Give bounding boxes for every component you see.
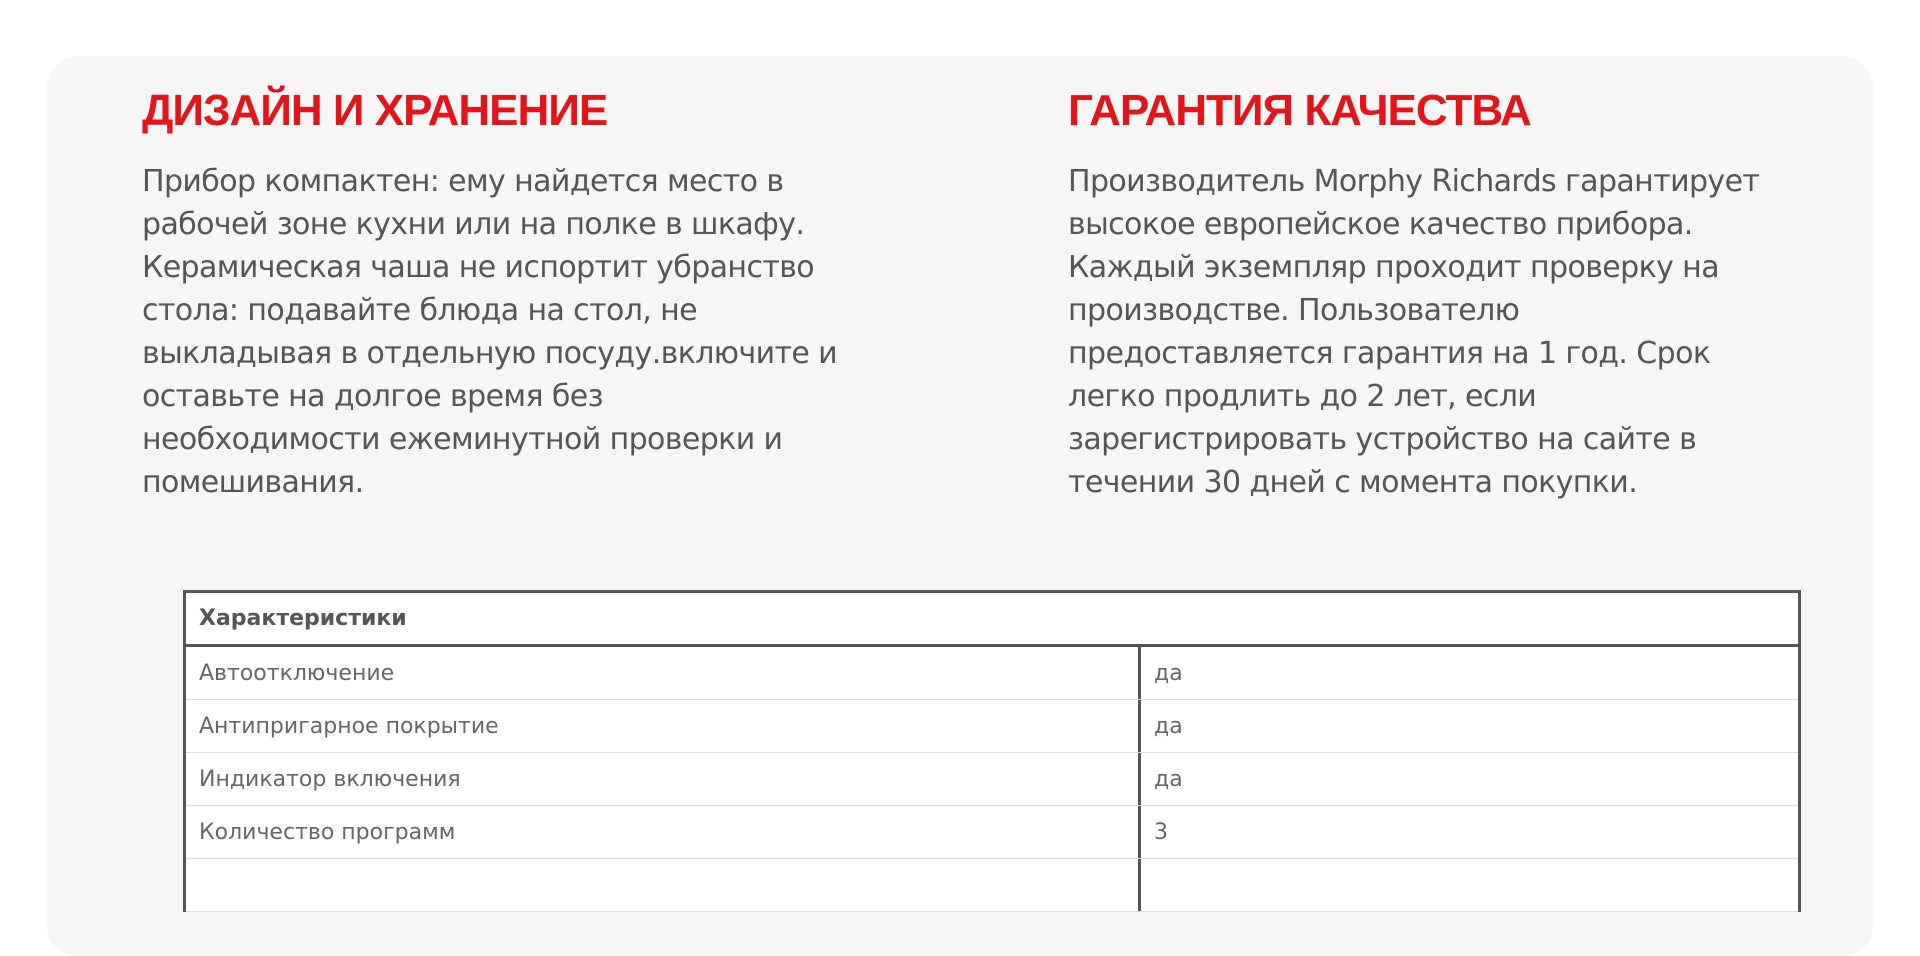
spec-value: да <box>1154 660 1183 686</box>
table-row <box>186 859 1798 912</box>
warranty-section <box>1068 86 1788 504</box>
spec-name: Количество программ <box>186 806 1141 858</box>
specs-table-header: Характеристики <box>186 593 1798 647</box>
spec-value: да <box>1154 766 1183 792</box>
warranty-heading: ГАРАНТИЯ КАЧЕСТВА <box>1068 86 1531 135</box>
table-row <box>186 806 1798 859</box>
warranty-line: производстве. Пользователю <box>1068 293 1520 328</box>
design-line: оставьте на долгое время без <box>142 379 603 414</box>
design-line: рабочей зоне кухни или на полке в шкафу. <box>142 207 805 242</box>
spec-name: Индикатор включения <box>186 753 1141 805</box>
design-text <box>142 160 862 504</box>
design-line: помешивания. <box>142 465 364 500</box>
design-line: Керамическая чаша не испортит убранство <box>142 250 815 285</box>
warranty-line: зарегистрировать устройство на сайте в <box>1068 422 1697 457</box>
specs-table <box>183 590 1801 912</box>
table-row <box>186 753 1798 806</box>
spec-value <box>1141 859 1798 911</box>
design-line: выкладывая в отдельную посуду.включите и <box>142 336 838 371</box>
design-heading: ДИЗАЙН И ХРАНЕНИЕ <box>142 86 608 135</box>
spec-name <box>186 859 1141 911</box>
warranty-line: высокое европейское качество прибора. <box>1068 207 1693 242</box>
warranty-line: течении 30 дней с момента покупки. <box>1068 465 1638 500</box>
warranty-line: Каждый экземпляр проходит проверку на <box>1068 250 1719 285</box>
design-line: Прибор компактен: ему найдется место в <box>142 164 784 199</box>
warranty-line: Производитель Morphy Richards гарантирует <box>1068 164 1760 199</box>
table-row <box>186 647 1798 700</box>
spec-value: 3 <box>1154 819 1168 845</box>
table-row <box>186 700 1798 753</box>
spec-name: Автоотключение <box>186 647 1141 699</box>
design-line: стола: подавайте блюда на стол, не <box>142 293 698 328</box>
spec-value: да <box>1154 713 1183 739</box>
spec-name: Антипригарное покрытие <box>186 700 1141 752</box>
design-section <box>142 86 862 504</box>
design-line: необходимости ежеминутной проверки и <box>142 422 783 457</box>
warranty-line: предоставляется гарантия на 1 год. Срок <box>1068 336 1711 371</box>
warranty-text <box>1068 160 1788 504</box>
warranty-line: легко продлить до 2 лет, если <box>1068 379 1537 414</box>
